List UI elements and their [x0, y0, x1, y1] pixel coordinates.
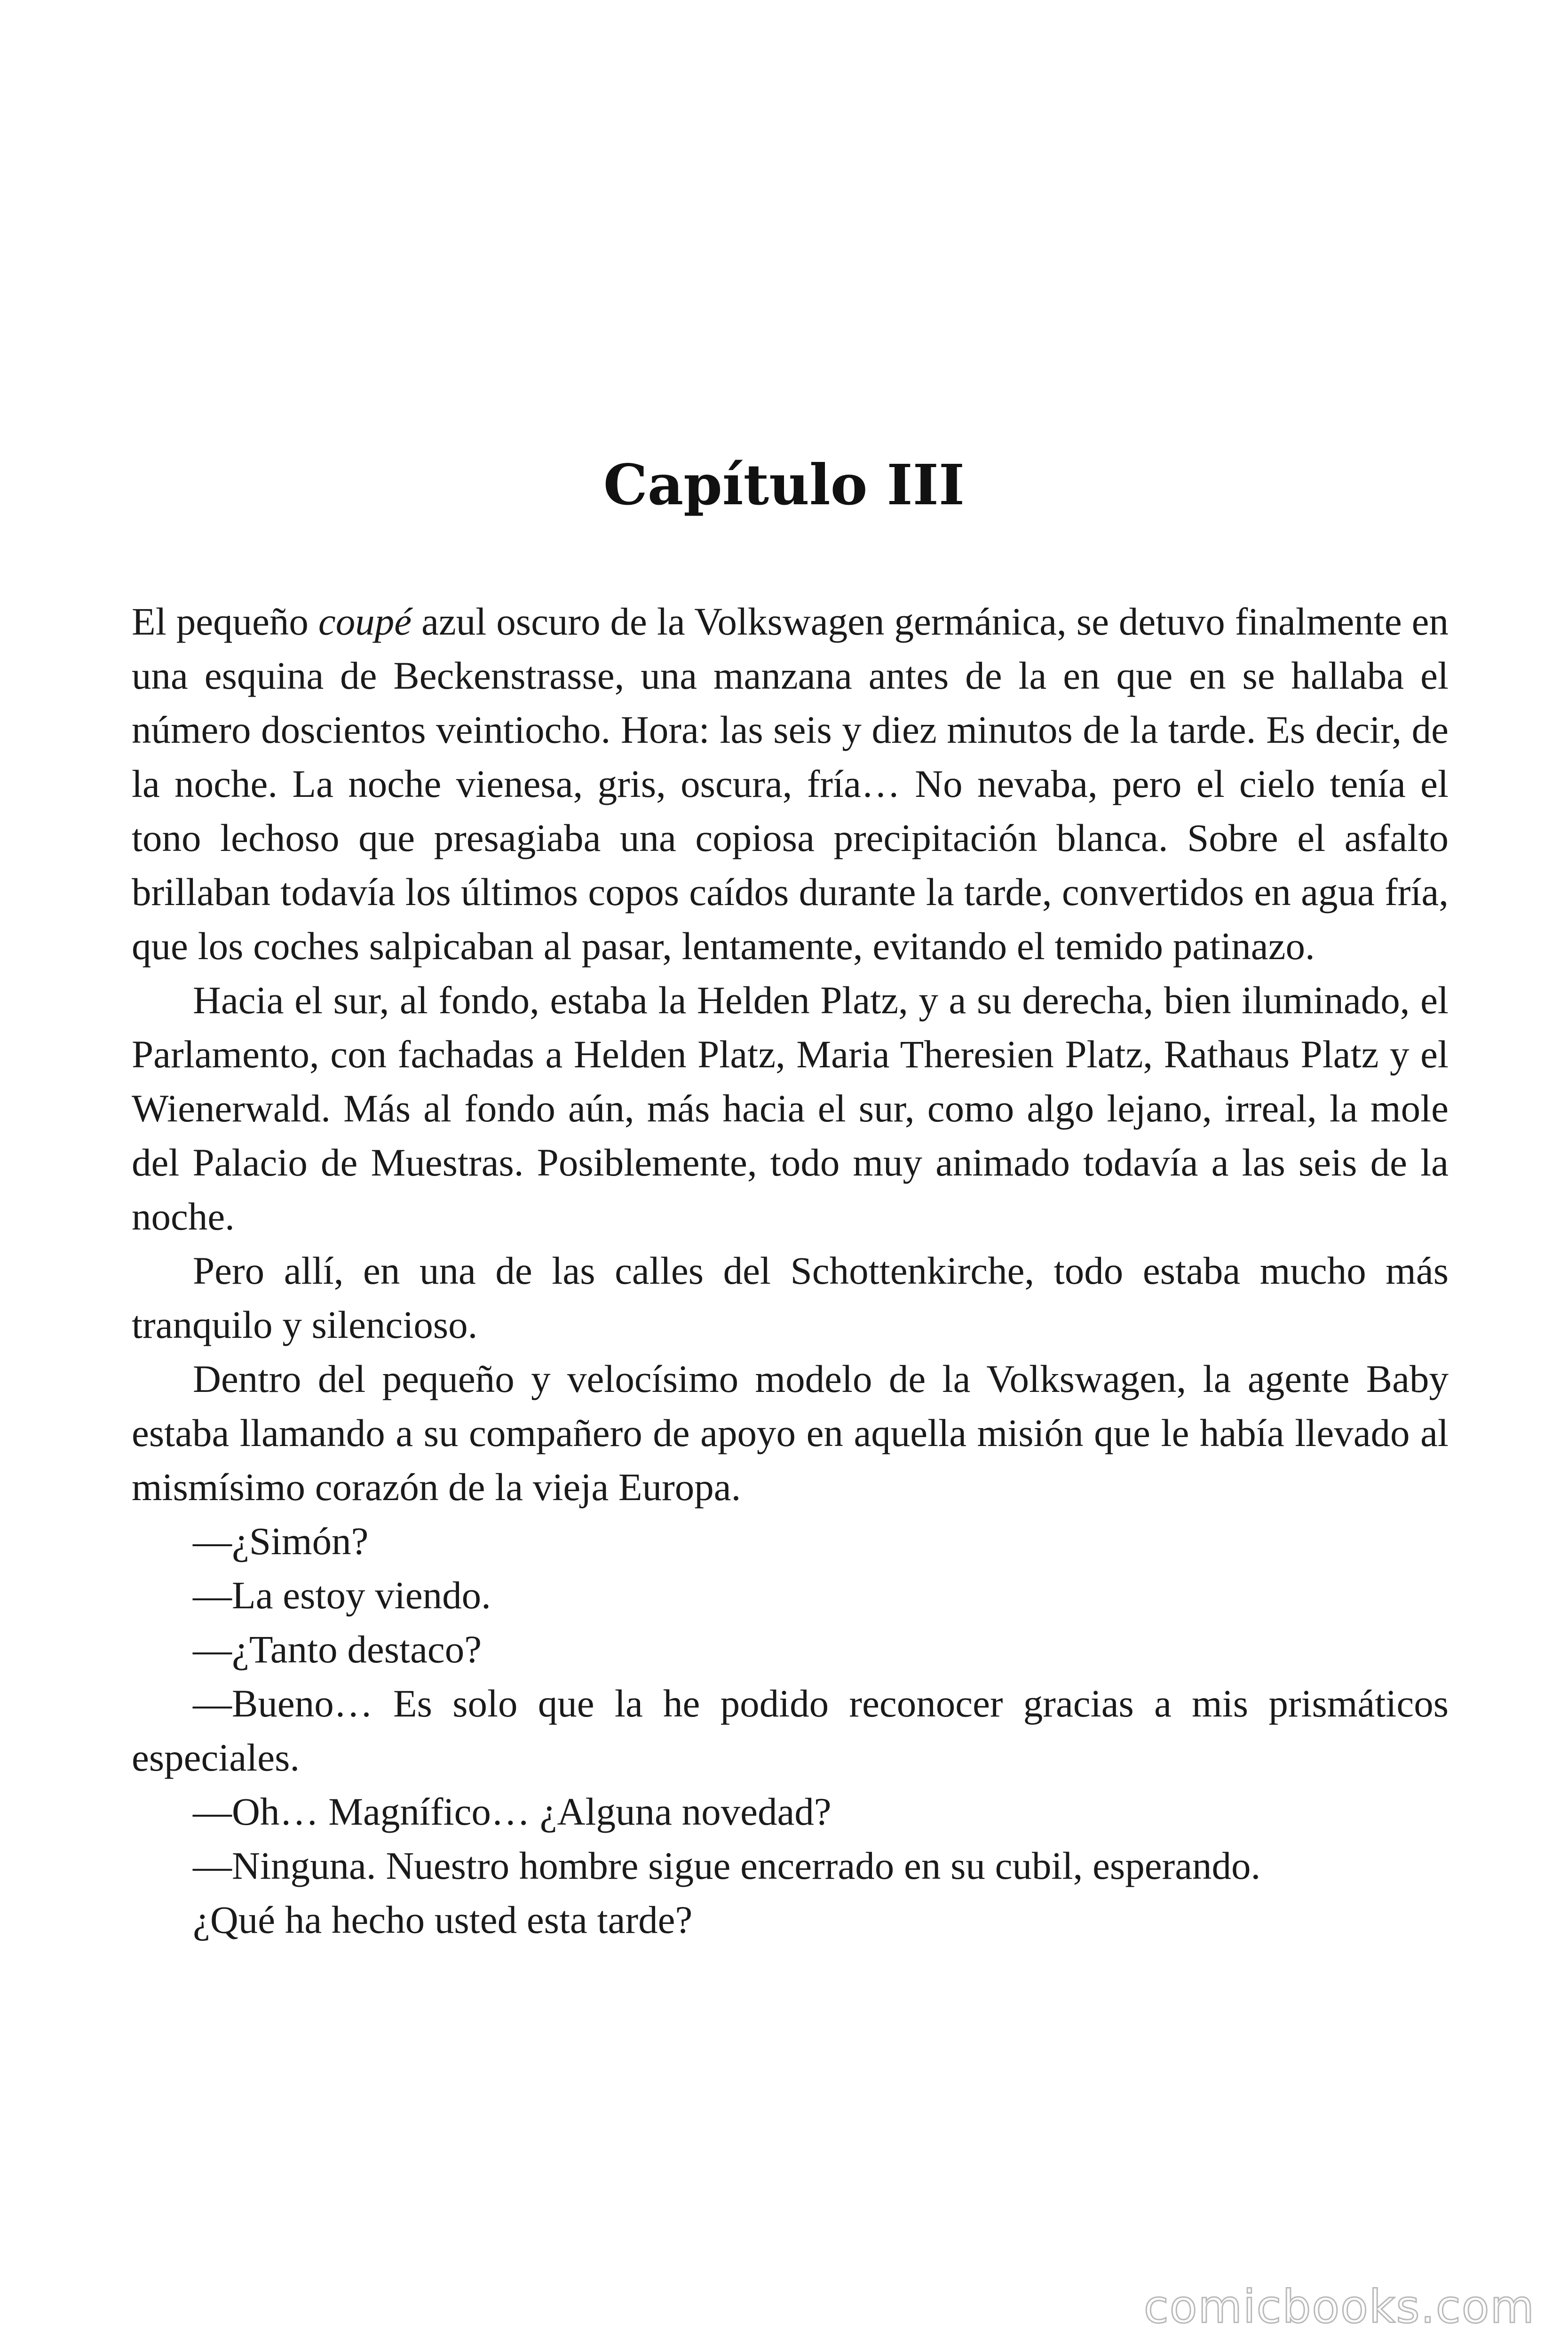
paragraph: Pero allí, en una de las calles del Schottenkirche, todo estaba mucho más tranquilo y silencioso. — [132, 1249, 1449, 1346]
paragraph: Dentro del pequeño y velocísimo modelo de la Volkswagen, la agente Baby estaba llamando a su compañero de apoyo en aquella misión que le había llevado al mismísimo corazón de la vieja Europa. — [132, 1357, 1449, 1509]
emphasized-word: coupé — [318, 600, 412, 643]
dialogue-line: —Bueno… Es solo que la he podido reconocer gracias a mis prismáticos especiales. — [132, 1682, 1449, 1779]
dialogue-line: —Oh… Magnífico… ¿Alguna novedad? — [193, 1790, 832, 1833]
paragraph-text-after-emphasis: azul oscuro de la Volkswagen germánica, se detuvo finalmente en una esquina de Beckenstrasse, una manzana antes de la en que en se hallaba el número doscientos veintiocho. Hora: las seis y diez minutos de la tarde. Es decir, de la noche. La noche vienesa, gris, oscura, fría… No nevaba, pero el cielo tenía el tono lechoso que presagiaba una copiosa precipitación blanca. Sobre el asfalto brillaban todavía los últimos copos caídos durante la tarde, convertidos en agua fría, que los coches salpicaban al pasar, lentamente, evitando el temido patinazo. — [132, 600, 1449, 968]
chapter-title: Capítulo III — [603, 452, 965, 517]
dialogue-line: —Ninguna. Nuestro hombre sigue encerrado en su cubil, esperando. — [193, 1844, 1261, 1887]
dialogue-line: ¿Qué ha hecho usted esta tarde? — [193, 1898, 693, 1941]
dialogue-line: —¿Tanto destaco? — [193, 1628, 482, 1671]
watermark: comicbooks.com — [1143, 2280, 1535, 2333]
paragraph-text-before-emphasis: El pequeño — [132, 600, 318, 643]
paragraph: Hacia el sur, al fondo, estaba la Helden Platz, y a su derecha, bien iluminado, el Parlamento, con fachadas a Helden Platz, Maria Theresien Platz, Rathaus Platz y el Wienerwald. Más al fondo aún, más hacia el sur, como algo lejano, irreal, la mole del Palacio de Muestras. Posiblemente, todo muy animado todavía a las seis de la noche. — [132, 978, 1449, 1238]
dialogue-line: —¿Simón? — [193, 1519, 369, 1563]
chapter-body — [132, 595, 1449, 1947]
dialogue-line: —La estoy viendo. — [193, 1573, 491, 1617]
paragraph-opening — [132, 595, 1449, 973]
